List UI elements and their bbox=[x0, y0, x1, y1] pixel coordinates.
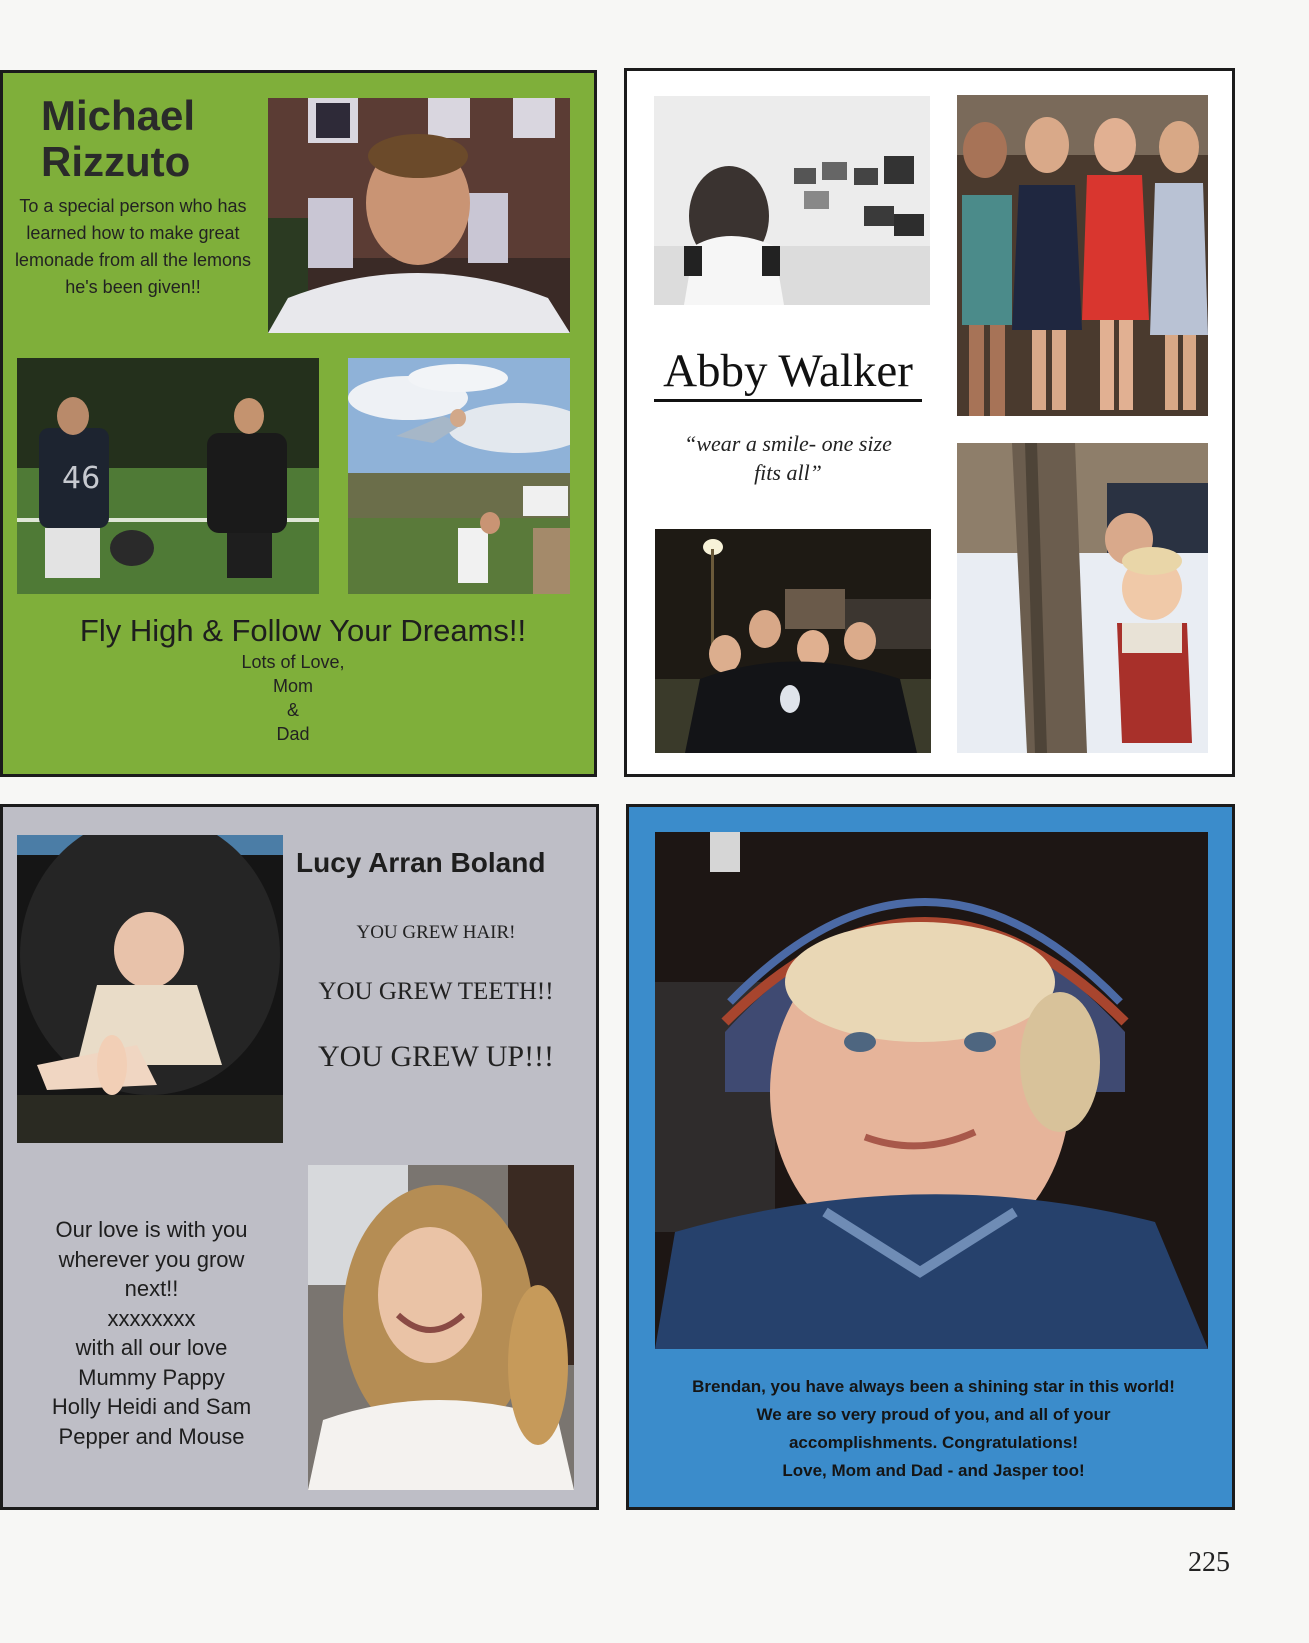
brendan-tribute-panel bbox=[626, 804, 1235, 1510]
svg-text:46: 46 bbox=[62, 461, 101, 496]
sign-line: Mom bbox=[273, 676, 313, 696]
name-line-2: Rizzuto bbox=[41, 138, 191, 185]
message-line: wherever you grow bbox=[58, 1246, 245, 1272]
brendan-toddler-photo bbox=[655, 832, 1208, 1349]
message-line: with all our love bbox=[75, 1335, 228, 1360]
abby-wall-photo bbox=[654, 96, 930, 305]
abby-tribute-panel bbox=[624, 68, 1235, 777]
page-number: 225 bbox=[1188, 1547, 1230, 1578]
abby-snow-tree-photo bbox=[957, 443, 1208, 753]
michael-flying-photo bbox=[348, 358, 570, 594]
lucy-line-up: YOU GREW UP!!! bbox=[317, 1040, 555, 1073]
abby-name: Abby Walker bbox=[654, 343, 922, 402]
abby-night-team-photo bbox=[655, 529, 931, 753]
michael-football-photo bbox=[17, 358, 319, 594]
message-line: accomplishments. Congratulations! bbox=[788, 1433, 1079, 1452]
message-line: xxxxxxxx bbox=[107, 1305, 196, 1331]
lucy-teen-photo bbox=[308, 1165, 574, 1490]
message-line: Our love is with you bbox=[55, 1217, 248, 1242]
michael-portrait-photo bbox=[268, 98, 570, 333]
lucy-baby-photo bbox=[17, 835, 283, 1143]
abby-quote bbox=[654, 429, 922, 487]
abby-friends-photo bbox=[957, 95, 1208, 416]
quote-line: “wear a smile- one size bbox=[684, 431, 892, 456]
message-line: Mummy Pappy bbox=[78, 1364, 225, 1390]
message-line: next!! bbox=[124, 1276, 179, 1301]
brendan-message bbox=[639, 1373, 1228, 1485]
michael-tribute-panel bbox=[0, 70, 597, 777]
michael-message: To a special person who has learned how to make great lemonade from all the lemons he's been given!! bbox=[14, 196, 252, 297]
lucy-line-hair: YOU GREW HAIR! bbox=[356, 922, 516, 943]
dreams-headline: Fly High & Follow Your Dreams!! bbox=[79, 613, 527, 648]
quote-line: fits all” bbox=[754, 460, 822, 485]
lucy-name: Lucy Arran Boland bbox=[296, 847, 546, 878]
message-line: We are so very proud of you, and all of your bbox=[756, 1405, 1111, 1424]
sign-line: Dad bbox=[276, 724, 310, 744]
michael-signature bbox=[193, 650, 393, 746]
sign-line: & bbox=[286, 700, 299, 720]
message-line: Holly Heidi and Sam bbox=[51, 1394, 252, 1419]
message-line: Love, Mom and Dad - and Jasper too! bbox=[782, 1461, 1085, 1480]
message-line: Brendan, you have always been a shining star in this world! bbox=[692, 1377, 1175, 1396]
lucy-tribute-panel bbox=[0, 804, 599, 1510]
message-line: Pepper and Mouse bbox=[58, 1423, 245, 1449]
lucy-message bbox=[19, 1215, 284, 1451]
michael-name bbox=[41, 93, 271, 185]
lucy-line-teeth: YOU GREW TEETH!! bbox=[318, 978, 554, 1005]
name-line-1: Michael bbox=[41, 92, 196, 139]
sign-line: Lots of Love, bbox=[241, 652, 345, 672]
